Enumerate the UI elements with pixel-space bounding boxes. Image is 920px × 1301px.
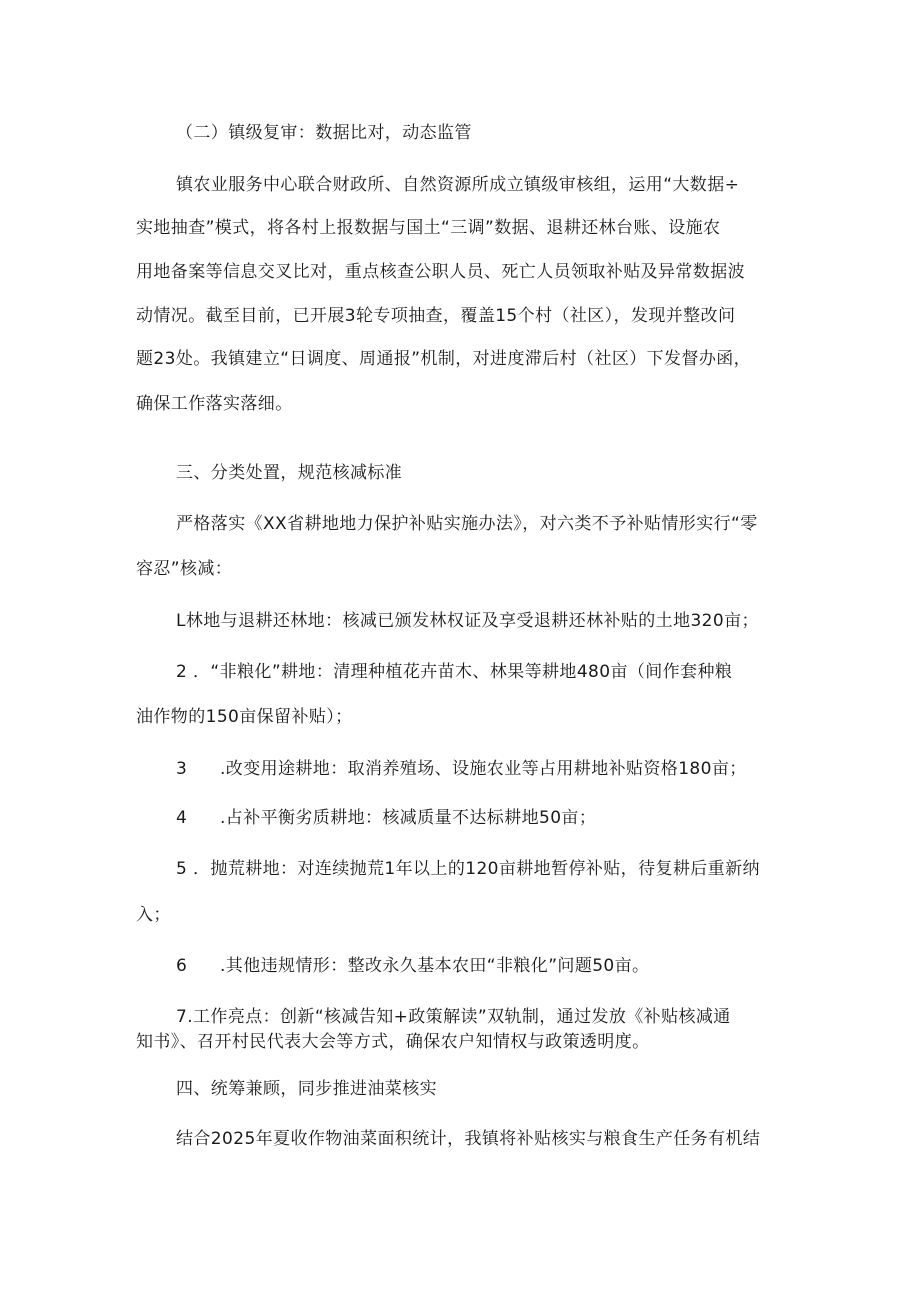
paragraph-line: 动情况。截至目前，已开展3轮专项抽查，覆盖15个村（社区），发现并整改问 — [136, 306, 736, 326]
list-text: .其他违规情形：整改永久基本农田“非粮化”问题50亩。 — [220, 956, 650, 976]
list-number: 3 — [176, 759, 188, 779]
list-number: 6 — [176, 956, 188, 976]
paragraph-line: 容忍”核减： — [136, 559, 233, 579]
paragraph-line: 用地备案等信息交叉比对，重点核查公职人员、死亡人员领取补贴及异常数据波 — [136, 262, 745, 282]
list-item-5-continued: 入； — [136, 905, 171, 925]
paragraph-line: 题23处。我镇建立“日调度、周通报”机制，对进度滞后村（社区）下发督办函， — [136, 349, 752, 369]
list-item-4 — [176, 806, 796, 830]
paragraph-line: 镇农业服务中心联合财政所、自然资源所成立镇级审核组，运用“大数据÷ — [176, 175, 740, 195]
paragraph-line: 严格落实《XX省耕地地力保护补贴实施办法》，对六类不予补贴情形实行“零 — [176, 514, 758, 534]
paragraph-line: 结合2025年夏收作物油菜面积统计，我镇将补贴核实与粮食生产任务有机结 — [176, 1129, 761, 1149]
list-item-2-continued: 油作物的150亩保留补贴）； — [136, 707, 353, 727]
paragraph-line: 实地抽查”模式，将各村上报数据与国土“三调”数据、退耕还林台账、设施农 — [136, 218, 721, 238]
paragraph-line: 确保工作落实落细。 — [136, 394, 293, 414]
list-item-7-continued: 知书》、召开村民代表大会等方式，确保农户知情权与政策透明度。 — [136, 1032, 650, 1052]
section-heading-rapeseed: 四、统筹兼顾，同步推进油菜核实 — [176, 1079, 437, 1099]
list-item-5: 5 ．抛荒耕地：对连续抛荒1年以上的120亩耕地暂停补贴，待复耕后重新纳 — [176, 859, 760, 879]
section-heading-classification: 三、分类处置，规范核减标准 — [176, 463, 403, 483]
list-item-2: 2 ．“非粮化”耕地：清理种植花卉苗木、林果等耕地480亩（间作套种粮 — [176, 662, 733, 682]
list-item-6 — [176, 954, 796, 978]
list-item-7: 7.工作亮点：创新“核减告知+政策解读”双轨制，通过发放《补贴核减通 — [176, 1007, 731, 1027]
list-number: 4 — [176, 808, 188, 828]
list-text: .改变用途耕地：取消养殖场、设施农业等占用耕地补贴资格180亩； — [220, 759, 747, 779]
list-item-1: L林地与退耕还林地：核减已颁发林权证及享受退耕还林补贴的土地320亩； — [176, 611, 759, 631]
list-text: .占补平衡劣质耕地：核减质量不达标耕地50亩； — [220, 808, 597, 828]
section-heading-town-review: （二）镇级复审：数据比对，动态监管 — [176, 123, 472, 143]
list-item-3 — [176, 757, 796, 781]
